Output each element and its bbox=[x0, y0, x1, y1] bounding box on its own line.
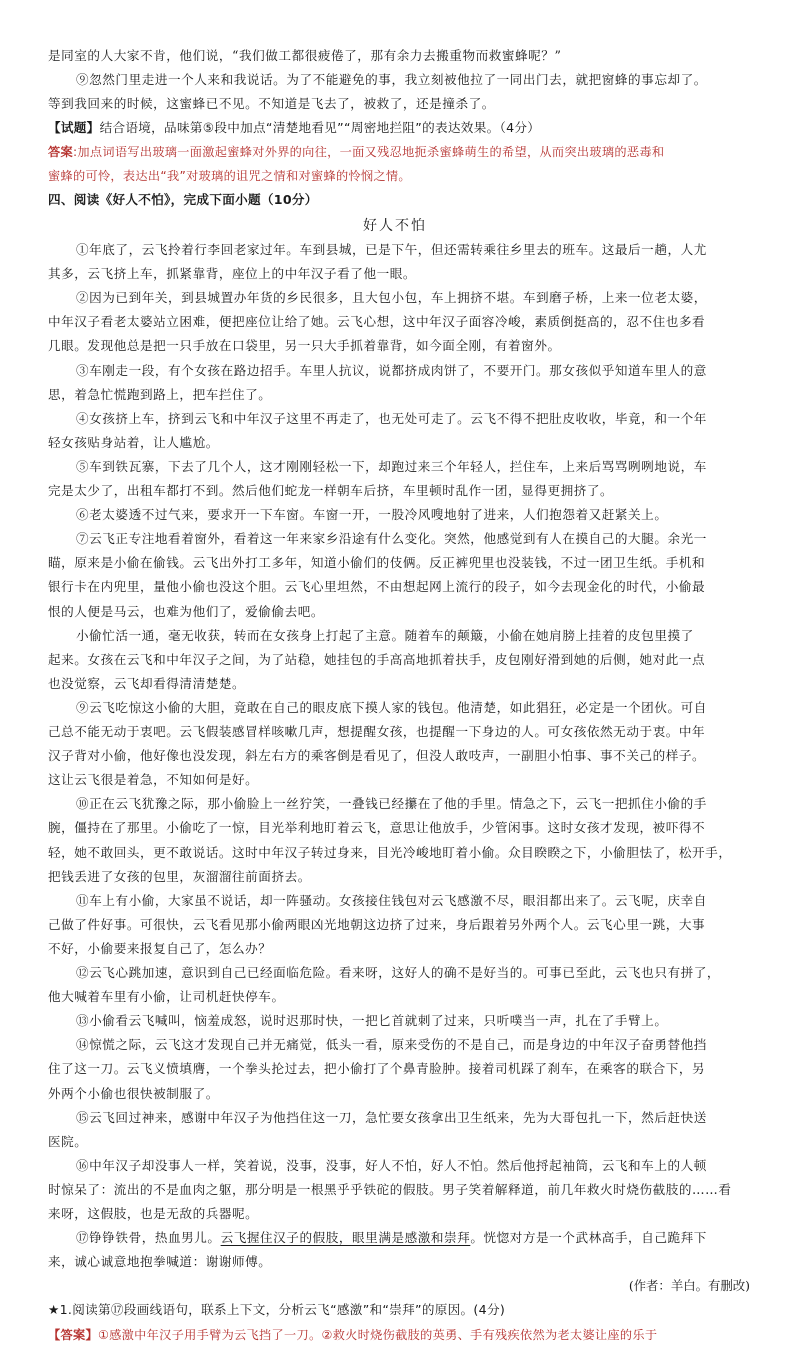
story-line: 轻，她不敢回头，更不敢说话。这时中年汉子转过身来，目光冷峻地盯着小偷。众目睽睽之下，小偷胆怯了，松开手， bbox=[48, 844, 732, 860]
story-line: 中年汉子看老太婆站立困难，便把座位让给了她。云飞心想，这中年汉子面容冷峻，素质倒挺高的，忍不住也多看 bbox=[48, 314, 706, 330]
story-line: 这让云飞很是着急，不知如何是好。 bbox=[48, 772, 259, 788]
story-line: ⑥老太婆透不过气来，要求开一下车窗。车窗一开，一股冷风嗖地射了进来，人们抱怨着又赶紧关上。 bbox=[76, 507, 668, 523]
answer-label: 答案 bbox=[48, 145, 73, 159]
answer-line: 蜜蜂的可怜，表达出“我”对玻璃的诅咒之情和对蜜蜂的怜悯之情。 bbox=[48, 169, 411, 183]
section-heading: 四、阅读《好人不怕》，完成下面小题（10分） bbox=[48, 192, 318, 207]
story-line: ⑩正在云飞犹豫之际，那小偷脸上一丝狞笑，一叠钱已经攥在了他的手里。情急之下，云飞一把抓住小偷的手 bbox=[76, 796, 707, 812]
question-label: 【试题】 bbox=[48, 120, 100, 135]
story-line: 己做了件好事。可很快，云飞看见那小偷两眼凶光地朝这边挤了过来，身后跟着另外两个人。云飞心里一跳，大事 bbox=[48, 916, 706, 932]
story-line: 住了这一刀。云飞义愤填膺，一个拳头抡过去，把小偷打了个鼻青脸肿。接着司机踩了刹车，在乘客的联合下，另 bbox=[48, 1061, 706, 1077]
text-line: 来，诚心诚意地抱拳喊道：谢谢师傅。 bbox=[48, 1254, 272, 1270]
story-line: 银行卡在内兜里，量他小偷也没这个胆。云飞心里坦然，不由想起网上流行的段子，如今去现金化的时代，小偷最 bbox=[48, 579, 706, 595]
story-line: 完是太少了，出租车都打不到。然后他们蛇龙一样朝车后挤，车里顿时乱作一团，显得更拥挤了。 bbox=[48, 483, 614, 498]
story-line: ⑫云飞心跳加速，意识到自己已经面临危险。看来呀，这好人的确不是好当的。可事已至此，云飞也只有拼了， bbox=[76, 965, 721, 980]
story-line: 时惊呆了：流出的不是血肉之躯，那分明是一根黑乎乎铁砣的假肢。男子笑着解释道，前几年救火时烧伤截肢的……看 bbox=[48, 1181, 732, 1197]
author-note: (作者：羊白。有删改) bbox=[628, 1278, 750, 1294]
story-title: 好人不怕 bbox=[363, 218, 427, 234]
story-line: 己总不能无动于衷吧。云飞假装感冒样咳嗽几声，想提醒女孩，也提醒一下身边的人。可女孩依然无动于衷。中年 bbox=[48, 724, 706, 739]
question-1: ★1.阅读第⑰段画线语句，联系上下文，分析云飞“感激”和“崇拜”的原因。(4分) bbox=[48, 1302, 506, 1318]
story-line: ④女孩挤上车，挤到云飞和中年汉子这里不再走了，也无处可走了。云飞不得不把肚皮收收，毕竟，和一个年 bbox=[76, 410, 707, 426]
story-line: 思，着急忙慌跑到路上，把车拦住了。 bbox=[48, 386, 272, 402]
story-line: 也没觉察，云飞却看得清清楚楚。 bbox=[48, 675, 246, 691]
answer-label: 【答案】 bbox=[48, 1327, 98, 1342]
story-line: 小偷忙活一通，毫无收获，转而在女孩身上打起了主意。随着车的颠簸，小偷在她肩膀上挂着的皮包里摸了 bbox=[76, 627, 694, 643]
story-line: ②因为已到年关，到县城置办年货的乡民很多，且大包小包，车上拥挤不堪。车到磨子桥，上来一位老太婆， bbox=[76, 290, 707, 306]
answer-line bbox=[48, 140, 748, 164]
underlined-sentence: 云飞握住汉子的假肢，眼里满是感激和崇拜 bbox=[220, 1230, 471, 1246]
story-line: 腕，僵持在了那里。小偷吃了一惊，目光举利地盯着云飞，意思让他放手，少管闲事。这时女孩才发现，被吓得不 bbox=[48, 820, 706, 836]
last-para-start: ⑰铮铮铁骨，热血男儿。 bbox=[76, 1230, 221, 1246]
text-line: ⑨忽然门里走进一个人来和我说话。为了不能避免的事，我立刻被他拉了一同出门去，就把窗蜂的事忘却了。 bbox=[76, 72, 707, 87]
story-line: ⑮云飞回过神来，感谢中年汉子为他挡住这一刀，急忙要女孩拿出卫生纸来，先为大哥包扎一下，然后赶快送 bbox=[76, 1109, 707, 1125]
text-line: 等到我回来的时候，这蜜蜂已不见。不知道是飞去了，被救了，还是撞杀了。 bbox=[48, 96, 495, 111]
story-line: 外两个小偷也很快被制服了。 bbox=[48, 1085, 219, 1101]
story-line: ⑬小偷看云飞喊叫，恼羞成怒，说时迟那时快，一把匕首就刺了过来，只听噗当一声，扎在了手臂上。 bbox=[76, 1013, 668, 1029]
text-line bbox=[76, 1226, 748, 1250]
story-line: 医院。 bbox=[48, 1133, 88, 1149]
story-line: 其多，云飞挤上车，抓紧靠背，座位上的中年汉子看了他一眼。 bbox=[48, 266, 417, 282]
story-line: 几眼。发现他总是把一只手放在口袋里，另一只大手抓着靠背，如今面全刚，有着窗外。 bbox=[48, 338, 561, 354]
story-line: 汉子背对小偷，他好像也没发现，斜左右方的乘客倒是看见了，但没人敢吱声，一副胆小怕事、事不关己的样子。 bbox=[48, 748, 706, 764]
story-line: 起来。女孩在云飞和中年汉子之间，为了站稳，她挂包的手高高地抓着扶手，皮包刚好滑到她的后侧，她对此一点 bbox=[48, 651, 706, 667]
story-line: ③车刚走一段，有个女孩在路边招手。车里人抗议，说都挤成肉饼了，不要开门。那女孩似乎知道车里人的意 bbox=[76, 362, 707, 378]
story-line: ⑯中年汉子却没事人一样，笑着说，没事，没事，好人不怕，好人不怕。然后他捋起袖筒，云飞和车上的人顿 bbox=[76, 1157, 707, 1173]
answer-text: ①感激中年汉子用手臂为云飞挡了一刀。②救火时烧伤截肢的英勇、手有残疾依然为老太婆让座的乐于 bbox=[97, 1327, 658, 1342]
story-line: ⑤车到铁瓦寨，下去了几个人，这才刚刚轻松一下，却跑过来三个年轻人，拦住车，上来后骂骂咧咧地说，车 bbox=[76, 458, 707, 474]
story-line: 轻女孩贴身站着，让人尴尬。 bbox=[48, 434, 219, 450]
story-line: 把钱丢进了女孩的包里，灰溜溜往前面挤去。 bbox=[48, 868, 311, 884]
text-line: 是同室的人大家不肯，他们说，“我们做工都很疲倦了，那有余力去搬重物而救蜜蜂呢？” bbox=[48, 48, 562, 63]
question-1-answer bbox=[48, 1323, 748, 1347]
story-line: ①年底了，云飞拎着行李回老家过年。车到县城，已是下午，但还需转乘往乡里去的班车。这最后一趟，人尤 bbox=[76, 242, 707, 257]
story-line: 来呀，这假肢，也是无敌的兵器呢。 bbox=[48, 1206, 259, 1221]
question-line bbox=[48, 116, 748, 140]
answer-text: :加点词语写出玻璃一面激起蜜蜂对外界的向往，一面又残忍地扼杀蜜蜂萌生的希望，从而突出玻璃的恶毒和 bbox=[72, 145, 665, 159]
story-line: 他大喊着车里有小偷，让司机赶快停车。 bbox=[48, 989, 285, 1005]
story-line: ⑭惊慌之际，云飞这才发现自己并无痛觉，低头一看，原来受伤的不是自己，而是身边的中年汉子奋勇替他挡 bbox=[76, 1037, 707, 1053]
last-para-end: 。恍惚对方是一个武林高手，自己跪拜下 bbox=[470, 1230, 707, 1246]
story-line: 恨的人便是马云，也难为他们了，爱偷偷去吧。 bbox=[48, 603, 325, 619]
story-line: ⑪车上有小偷，大家虽不说话，却一阵骚动。女孩接住钱包对云飞感激不尽，眼泪都出来了。云飞呢，庆幸自 bbox=[76, 892, 707, 908]
story-line: ⑨云飞吃惊这小偷的大胆，竟敢在自己的眼皮底下摸人家的钱包。他清楚，如此猖狂，必定是一个团伙。可自 bbox=[76, 699, 707, 715]
story-line: 瞄，原来是小偷在偷钱。云飞出外打工多年，知道小偷们的伎俩。反正裤兜里也没装钱，不过一团卫生纸。手机和 bbox=[48, 555, 706, 571]
story-line: 不好，小偷要来报复自己了，怎么办？ bbox=[48, 940, 272, 956]
story-line: ⑦云飞正专注地看着窗外，看着这一年来家乡沿途有什么变化。突然，他感觉到有人在摸自己的大腿。余光一 bbox=[76, 531, 707, 547]
question-text: 结合语境，品味第⑤段中加点“清楚地看见”“周密地拦阻”的表达效果。（4分） bbox=[99, 120, 541, 135]
